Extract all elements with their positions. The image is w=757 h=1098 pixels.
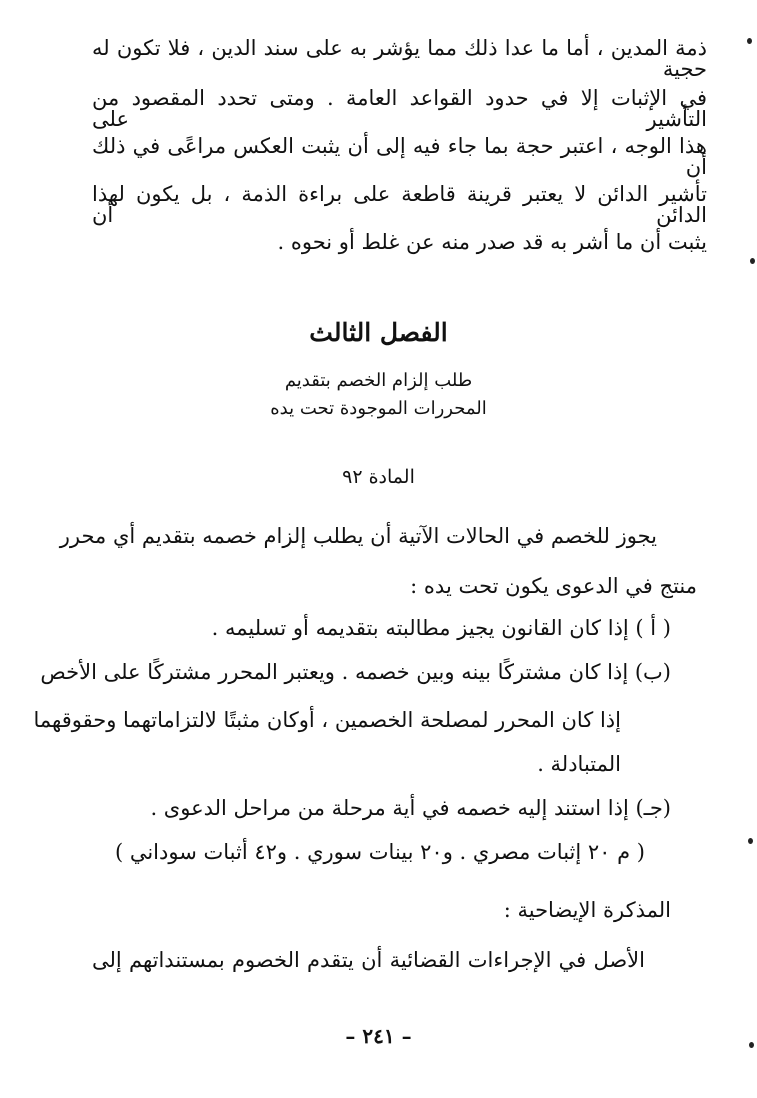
explanatory-memo-heading: المذكرة الإيضاحية : xyxy=(503,898,671,922)
intro-line-5: يثبت أن ما أشر به قد صدر منه عن غلط أو نحوه . xyxy=(277,230,707,254)
explanatory-memo-line: الأصل في الإجراءات القضائية أن يتقدم الخصوم بمستنداتهم إلى xyxy=(92,948,645,972)
article-item-c: (جـ) إذا استند إليه خصمه في أية مرحلة من مراحل الدعوى . xyxy=(150,796,671,820)
chapter-subtitle-line-1: طلب إلزام الخصم بتقديم xyxy=(284,370,473,391)
intro-line-1: ذمة المدين ، أما ما عدا ذلك مما يؤشر به على سند الدين ، فلا تكون له حجية xyxy=(92,36,707,81)
intro-line-2: في الإثبات إلا في حدود القواعد العامة . ومتى تحدد المقصود من التأشير على xyxy=(92,86,707,131)
article-item-b-line-1: (ب) إذا كان مشتركًا بينه وبين خصمه . ويعتبر المحرر مشتركًا على الأخص xyxy=(40,660,671,684)
article-item-b-line-3: المتبادلة . xyxy=(537,752,621,776)
article-item-a: ( أ ) إذا كان القانون يجيز مطالبته بتقديمه أو تسليمه . xyxy=(211,616,671,640)
legal-references: ( م ٢٠ إثبات مصري . و٢٠ بينات سوري . و٤٢ أثبات سوداني ) xyxy=(114,840,645,864)
intro-line-4: تأشير الدائن لا يعتبر قرينة قاطعة على براءة الذمة ، بل يكون لهذا الدائن أن xyxy=(92,182,707,227)
chapter-title: الفصل الثالث xyxy=(309,318,448,347)
chapter-subtitle-line-2: المحررات الموجودة تحت يده xyxy=(270,398,487,419)
scan-mark xyxy=(750,258,755,264)
intro-line-3: هذا الوجه ، اعتبر حجة بما جاء فيه إلى أن يثبت العكس مراعًى في ذلك أن xyxy=(92,134,707,179)
article-item-b-line-2: إذا كان المحرر لمصلحة الخصمين ، أوكان مثبتًا لالتزاماتهما وحقوقهما xyxy=(33,708,621,732)
scan-mark xyxy=(748,838,753,844)
scan-mark xyxy=(747,38,752,44)
page-number: – ٢٤١ – xyxy=(345,1024,412,1048)
scan-mark xyxy=(749,1042,754,1048)
article-intro-line-1: يجوز للخصم في الحالات الآتية أن يطلب إلزام خصمه بتقديم أي محرر xyxy=(59,524,657,548)
article-heading: المادة ٩٢ xyxy=(342,466,415,488)
article-intro-line-2: منتج في الدعوى يكون تحت يده : xyxy=(410,574,697,598)
